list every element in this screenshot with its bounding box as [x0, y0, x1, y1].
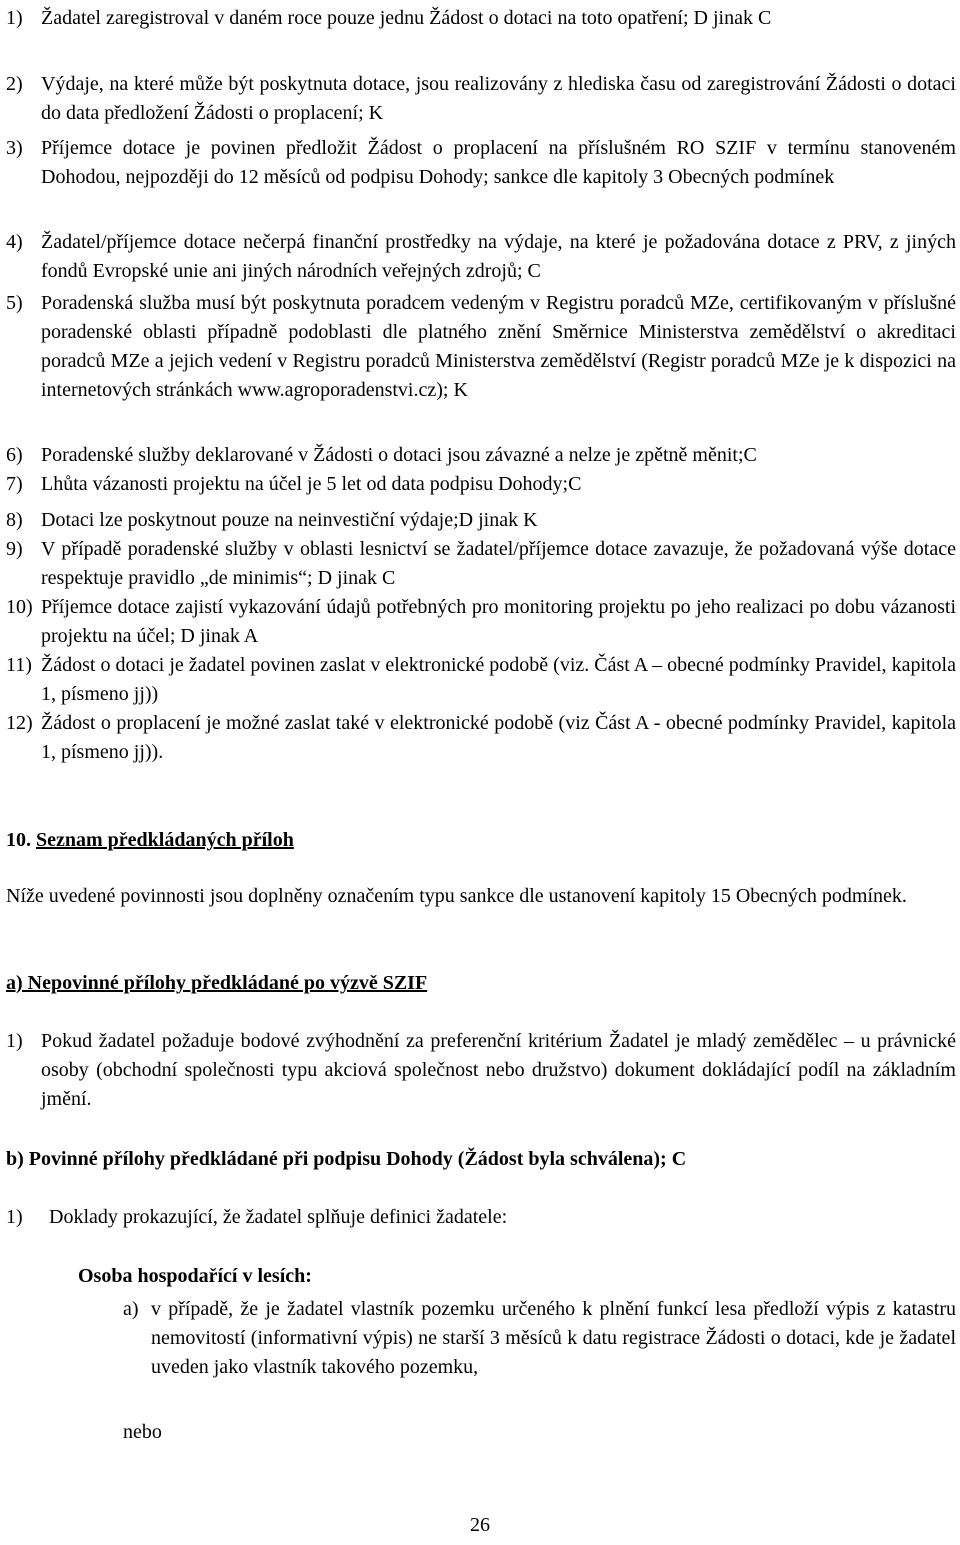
- item-number: 8): [6, 509, 23, 531]
- sub-item: [123, 1295, 956, 1382]
- item-number: 9): [6, 538, 23, 560]
- section-heading: [6, 826, 294, 855]
- part-b-heading-text: b) Povinné přílohy předkládané při podpisu Dohody (Žádost byla schválena); C: [6, 1148, 687, 1170]
- list-item: [6, 289, 956, 405]
- item-number: 5): [6, 292, 23, 314]
- part-a-heading-text: a) Nepovinné přílohy předkládané po výzvě SZIF: [6, 972, 428, 994]
- list-item: [6, 134, 956, 192]
- item-text: V případě poradenské služby v oblasti lesnictví se žadatel/příjemce dotace zavazuje, že požadovaná výše dotace respektuje pravidlo „de minimis“; D jinak C: [41, 538, 956, 589]
- part-b-heading: [6, 1145, 686, 1174]
- list-item: [6, 228, 956, 286]
- part-b-item: [6, 1203, 956, 1232]
- item-number: 11): [6, 654, 32, 676]
- list-item: [6, 441, 956, 470]
- item-text: Žadatel zaregistroval v daném roce pouze jednu Žádost o dotaci na toto opatření; D jinak C: [41, 7, 772, 29]
- item-number: 2): [6, 73, 23, 95]
- item-number: 1): [6, 1206, 23, 1228]
- page-number: 26: [470, 1514, 490, 1536]
- or-text: nebo: [123, 1421, 162, 1443]
- list-item: [6, 70, 956, 128]
- part-a-item: [6, 1027, 956, 1114]
- list-item: [6, 709, 956, 767]
- item-text: Doklady prokazující, že žadatel splňuje definici žadatele:: [49, 1206, 508, 1228]
- sub-item-text: v případě, že je žadatel vlastník pozemku určeného k plnění funkcí lesa předloží výpis z katastru nemovitostí (informativní výpis) ne starší 3 měsíců k datu registrace Žádosti o dotaci, kde je žadatel uveden jako vlastník takového pozemku,: [151, 1298, 956, 1378]
- item-number: 12): [6, 712, 33, 734]
- item-text: Poradenské služby deklarované v Žádosti o dotaci jsou závazné a nelze je zpětně měnit;C: [41, 444, 757, 466]
- list-item: [6, 651, 956, 709]
- sub-item-number: a): [123, 1298, 139, 1320]
- item-number: 1): [6, 1030, 23, 1052]
- list-item: [6, 535, 956, 593]
- item-text: Výdaje, na které může být poskytnuta dotace, jsou realizovány z hlediska času od zaregistrování Žádosti o dotaci do data předložení Žádosti o proplacení; K: [41, 73, 956, 124]
- list-item: [6, 593, 956, 651]
- section-number: 10.: [6, 829, 31, 851]
- item-text: Žadatel/příjemce dotace nečerpá finanční prostředky na výdaje, na které je požadována dotace z PRV, z jiných fondů Evropské unie ani jiných národních veřejných zdrojů; C: [41, 231, 956, 282]
- item-number: 3): [6, 137, 23, 159]
- item-text: Poradenská služba musí být poskytnuta poradcem vedeným v Registru poradců MZe, certifikovaným v příslušné poradenské oblasti případně podoblasti dle platného znění Směrnice Ministerstva zemědělství o akreditaci poradců MZe a jejich vedení v Registru poradců Ministerstva zemědělství (Registr poradců MZe je k dispozici na internetových stránkách www.agroporadenstvi.cz); K: [41, 292, 956, 401]
- item-text: Příjemce dotace zajistí vykazování údajů potřebných pro monitoring projektu po jeho realizaci po dobu vázanosti projektu na účel; D jinak A: [41, 596, 956, 647]
- item-text: Žádost o proplacení je možné zaslat také v elektronické podobě (viz Část A - obecné podmínky Pravidel, kapitola 1, písmeno jj)).: [41, 712, 956, 763]
- section-intro: Níže uvedené povinnosti jsou doplněny označením typu sankce dle ustanovení kapitoly 15 Obecných podmínek.: [6, 885, 907, 907]
- item-number: 1): [6, 7, 23, 29]
- list-item: [6, 506, 956, 535]
- item-number: 4): [6, 231, 23, 253]
- item-number: 10): [6, 596, 33, 618]
- item-number: 6): [6, 444, 23, 466]
- item-text: Lhůta vázanosti projektu na účel je 5 let od data podpisu Dohody;C: [41, 473, 582, 495]
- section-title: Seznam předkládaných příloh: [36, 829, 294, 851]
- list-item: [6, 470, 956, 499]
- part-a-heading: [6, 969, 427, 998]
- item-number: 7): [6, 473, 23, 495]
- item-text: Dotaci lze poskytnout pouze na neinvestiční výdaje;D jinak K: [41, 509, 538, 531]
- item-text: Žádost o dotaci je žadatel povinen zaslat v elektronické podobě (viz. Část A – obecné podmínky Pravidel, kapitola 1, písmeno jj)): [41, 654, 956, 705]
- sub-heading: Osoba hospodařící v lesích:: [78, 1265, 312, 1287]
- item-text: Příjemce dotace je povinen předložit Žádost o proplacení na příslušném RO SZIF v termínu stanoveném Dohodou, nejpozději do 12 měsíců od podpisu Dohody; sankce dle kapitoly 3 Obecných podmínek: [41, 137, 956, 188]
- list-item: [6, 4, 956, 33]
- item-text: Pokud žadatel požaduje bodové zvýhodnění za preferenční kritérium Žadatel je mladý zemědělec – u právnické osoby (obchodní společnosti typu akciová společnost nebo družstvo) dokument dokládající podíl na základním jmění.: [41, 1030, 956, 1110]
